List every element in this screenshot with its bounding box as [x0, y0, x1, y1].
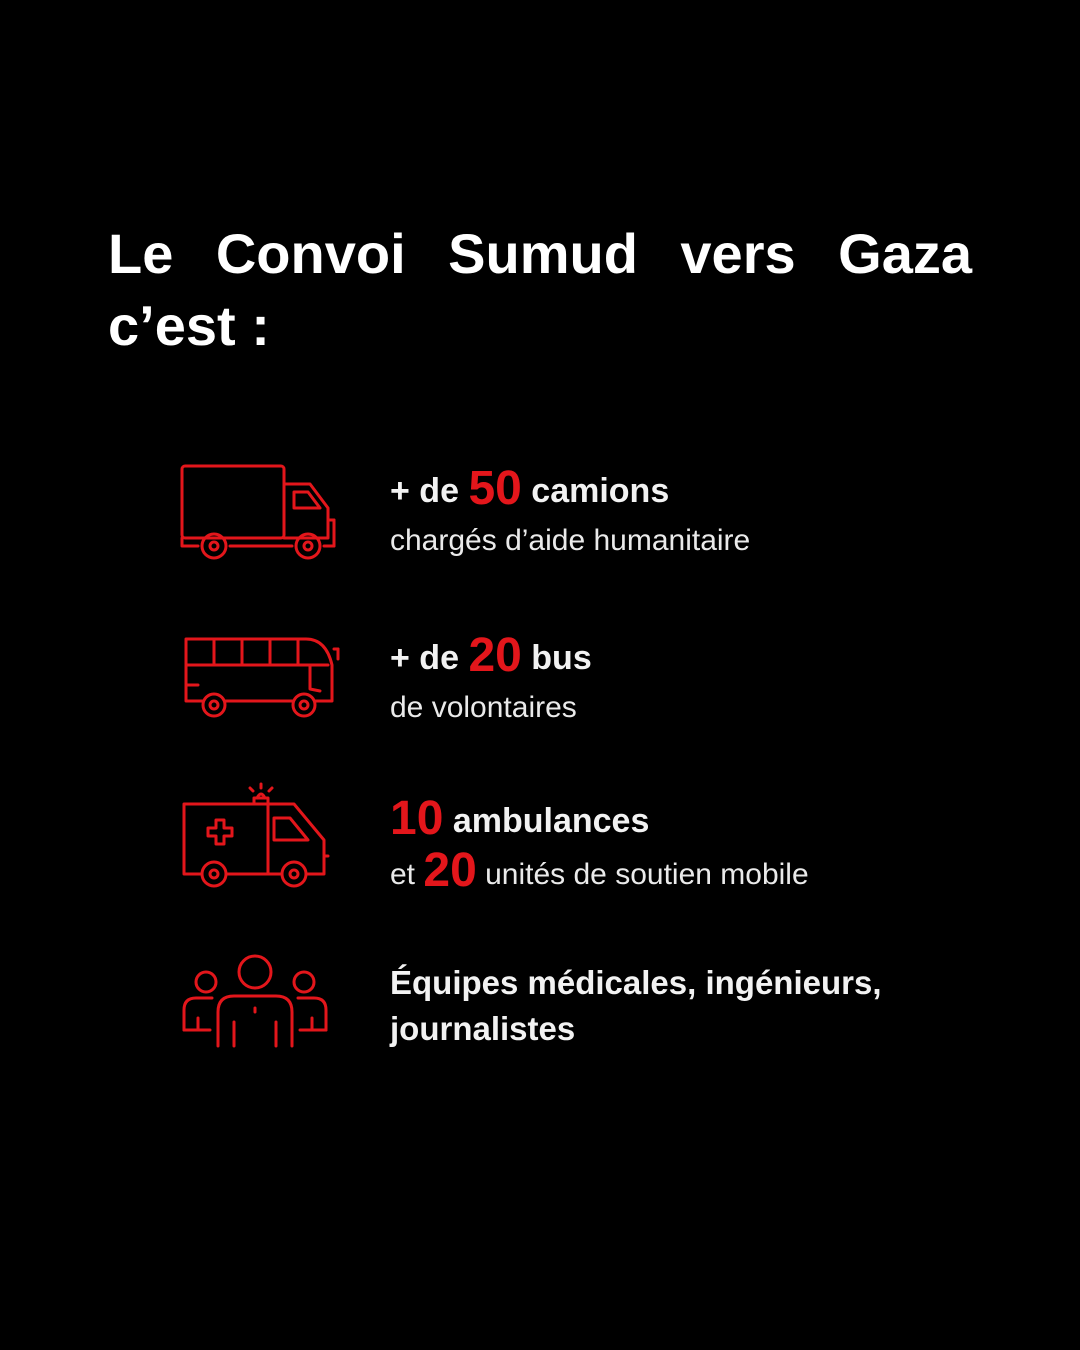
- item-desc-prefix: et: [390, 858, 416, 891]
- item-desc-suffix: unités de soutien mobile: [485, 858, 809, 891]
- item-description: journalistes: [390, 1010, 576, 1047]
- item-suffix: ambulances: [452, 802, 650, 840]
- page-title: Le Convoi Sumud vers Gaza c’est :: [108, 222, 972, 357]
- list-item-trucks: [0, 458, 1080, 588]
- item-headline: [390, 631, 1030, 683]
- ambulance-icon: [178, 782, 343, 892]
- item-number: 20: [468, 629, 522, 682]
- list-item-ambulances: [0, 788, 1080, 918]
- item-description: [390, 846, 1030, 900]
- item-suffix: bus: [531, 639, 592, 677]
- item-suffix: camions: [531, 472, 670, 510]
- item-number: 10: [390, 792, 444, 845]
- item-prefix: + de: [390, 639, 459, 677]
- item-number: 50: [468, 462, 522, 515]
- bus-icon: [178, 625, 343, 735]
- item-prefix: + de: [390, 472, 459, 510]
- item-description: chargés d’aide humanitaire: [390, 524, 751, 557]
- item-headline: Équipes médicales, ingénieurs,: [390, 964, 882, 1001]
- item-headline: [390, 464, 1030, 516]
- truck-icon: [178, 458, 343, 568]
- list-item-teams: [0, 950, 1080, 1080]
- list-item-buses: [0, 625, 1080, 755]
- people-group-icon: [178, 950, 343, 1060]
- item-desc-number: 20: [423, 844, 477, 897]
- item-description: de volontaires: [390, 691, 577, 724]
- item-headline: [390, 794, 1030, 846]
